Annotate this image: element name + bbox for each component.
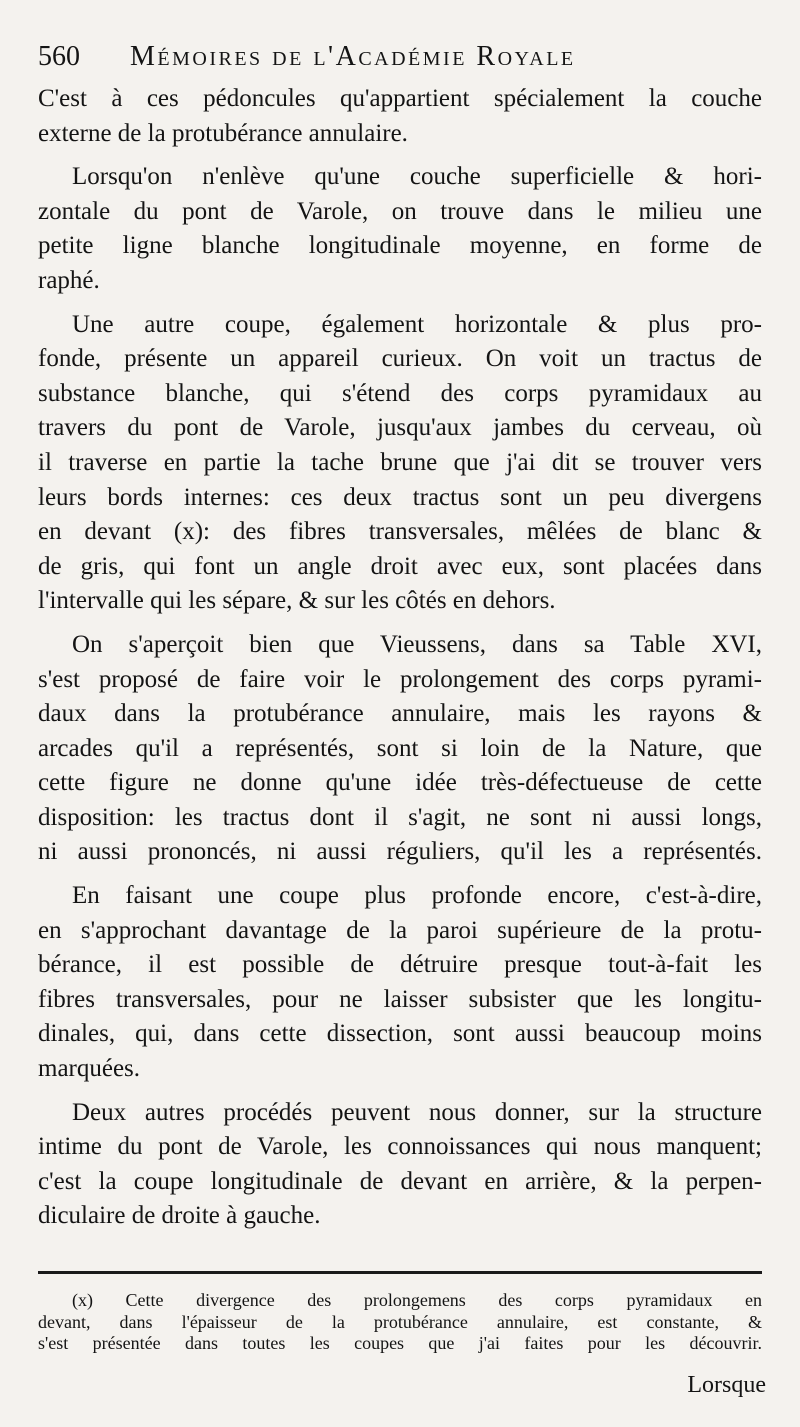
text-line: fibres transversales, pour ne laisser subsister que les longitu-	[38, 985, 762, 1013]
text-line: petite ligne blanche longitudinale moyenne, en forme de	[38, 232, 762, 260]
text-line: leurs bords internes: ces deux tractus sont un peu divergens	[38, 483, 762, 511]
text-line: en devant (x): des fibres transversales, mêlées de blanc &	[38, 518, 762, 546]
text-line: On s'aperçoit bien que Vieussens, dans sa Table XVI,	[72, 630, 762, 658]
text-line: en s'approchant davantage de la paroi supérieure de la protu-	[38, 916, 762, 944]
text-line: zontale du pont de Varole, on trouve dans le milieu une	[38, 197, 762, 225]
footnote-rule	[38, 1271, 762, 1274]
text-line: raphé.	[38, 266, 100, 294]
paragraph-5	[38, 879, 762, 1087]
paragraph-1	[38, 82, 762, 151]
text-line: de gris, qui font un angle droit avec eux, sont placées dans	[38, 552, 762, 580]
text-line: daux dans la protubérance annulaire, mais les rayons &	[38, 700, 762, 728]
text-line: Deux autres procédés peuvent nous donner, sur la structure	[72, 1098, 762, 1126]
running-head: Mémoires de l'Académie Royale	[130, 41, 576, 72]
page-number: 560	[38, 41, 80, 72]
text-line: En faisant une coupe plus profonde encore, c'est-à-dire,	[72, 882, 762, 910]
text-line: arcades qu'il a représentés, sont si loin de la Nature, que	[38, 734, 762, 762]
paragraph-2	[38, 160, 762, 298]
footnote-line: (x) Cette divergence des prolongemens des corps pyramidaux en	[72, 1290, 762, 1310]
text-line: l'intervalle qui les sépare, & sur les côtés en dehors.	[38, 587, 556, 615]
text-line: il traverse en partie la tache brune que j'ai dit se trouver vers	[38, 448, 762, 476]
catchword: Lorsque	[687, 1372, 766, 1398]
text-line: C'est à ces pédoncules qu'appartient spécialement la couche	[38, 85, 762, 112]
text-line: dinales, qui, dans cette dissection, sont aussi beaucoup moins	[38, 1020, 762, 1048]
text-line: Lorsqu'on n'enlève qu'une couche superficielle & hori-	[72, 163, 762, 191]
page-header	[38, 40, 758, 80]
text-line: cette figure ne donne qu'une idée très-défectueuse de cette	[38, 769, 762, 797]
text-line: diculaire de droite à gauche.	[38, 1202, 321, 1230]
text-line: intime du pont de Varole, les connoissances qui nous manquent;	[38, 1133, 762, 1161]
text-line: fonde, présente un appareil curieux. On voit un tractus de	[38, 345, 762, 373]
footnote-line: s'est présentée dans toutes les coupes que j'ai faites pour les découvrir.	[38, 1333, 762, 1353]
text-line: marquées.	[38, 1055, 141, 1083]
paragraph-3	[38, 308, 762, 619]
text-line: externe de la protubérance annulaire.	[38, 119, 408, 147]
text-line: disposition: les tractus dont il s'agit, ne sont ni aussi longs,	[38, 803, 762, 831]
text-line: substance blanche, qui s'étend des corps pyramidaux au	[38, 379, 762, 407]
paragraph-6	[38, 1096, 762, 1234]
paragraph-4	[38, 628, 762, 870]
footnote	[38, 1290, 762, 1355]
text-line: ni aussi prononcés, ni aussi réguliers, qu'il les a représentés.	[38, 838, 762, 866]
text-line: c'est la coupe longitudinale de devant en arrière, & la perpen-	[38, 1167, 762, 1195]
text-line: bérance, il est possible de détruire presque tout-à-fait les	[38, 951, 762, 979]
text-line: Une autre coupe, également horizontale & plus pro-	[72, 310, 762, 338]
body-text	[38, 82, 762, 1243]
footnote-line: devant, dans l'épaisseur de la protubérance annulaire, est constante, &	[38, 1311, 762, 1332]
text-line: travers du pont de Varole, jusqu'aux jambes du cerveau, où	[38, 414, 762, 442]
text-line: s'est proposé de faire voir le prolongement des corps pyrami-	[38, 665, 762, 693]
